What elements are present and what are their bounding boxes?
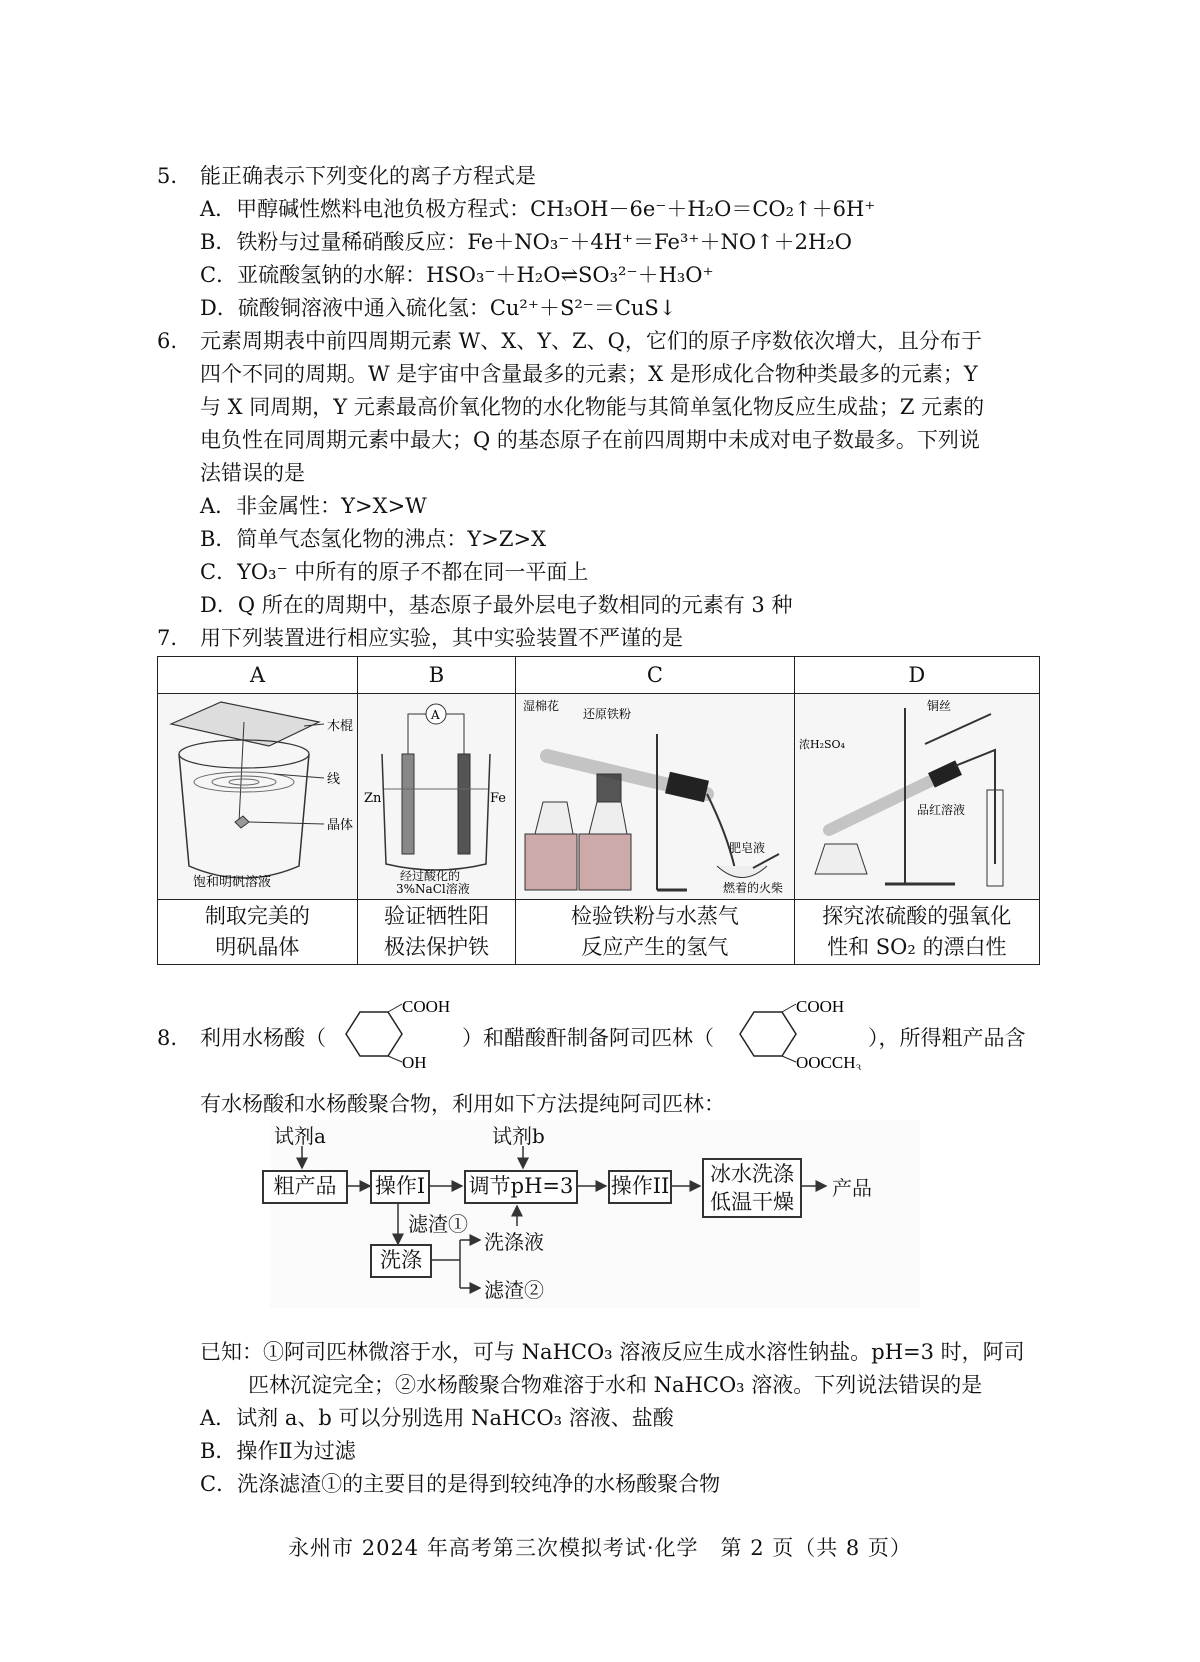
residue-2-label: 滤渣② <box>484 1278 544 1302</box>
q6-stem-line-2: 四个不同的周期。W 是宇宙中含量最多的元素；X 是形成化合物种类最多的元素；Y <box>200 362 978 386</box>
q5-option-d-text: 硫酸铜溶液中通入硫化氢：Cu²⁺＋S²⁻＝CuS↓ <box>237 296 677 320</box>
wash-box: 洗涤 <box>370 1244 432 1278</box>
q5-option-b-label: B． <box>200 230 237 254</box>
q5-option-a <box>200 195 875 223</box>
q8-known-line-2: 匹林沉淀完全；②水杨酸聚合物难溶于水和 NaHCO₃ 溶液。下列说法错误的是 <box>248 1373 983 1397</box>
salicylic-oh: OH <box>402 1053 427 1070</box>
q6-option-b: B．简单气态氢化物的沸点：Y>Z>X <box>200 527 547 551</box>
label-fe: Fe <box>490 791 507 806</box>
label-burning-match: 燃着的火柴 <box>722 881 783 894</box>
label-crystal: 晶体 <box>327 818 354 833</box>
alum-crystal-beaker-figure <box>159 694 355 894</box>
q5-option-c <box>200 261 714 289</box>
q5-option-c-label: C． <box>200 263 238 287</box>
header-b: B <box>357 657 515 694</box>
aspirin-structure <box>730 998 870 1070</box>
header-a: A <box>158 657 358 694</box>
caption-b: 验证牺牲阳 极法保护铁 <box>357 900 515 965</box>
label-thread: 线 <box>327 772 341 787</box>
aspirin-oocch3: OOCCH₃ <box>796 1053 862 1070</box>
q8-option-b: B．操作Ⅱ为过滤 <box>200 1439 356 1463</box>
adjust-ph-box: 调节pH=3 <box>464 1170 578 1204</box>
reagent-b-label: 试剂b <box>492 1124 545 1148</box>
q5-option-d <box>200 294 676 322</box>
caption-d: 探究浓硫酸的强氧化 性和 SO₂ 的漂白性 <box>794 900 1039 965</box>
crude-product-box: 粗产品 <box>262 1170 348 1204</box>
q8-stem-part-a: 利用水杨酸（ <box>200 1026 326 1050</box>
page-footer: 永州市 2024 年高考第三次模拟考试·化学 第 2 页（共 8 页） <box>288 1536 912 1560</box>
label-alum-solution: 饱和明矾溶液 <box>193 875 272 890</box>
label-wet-cotton: 湿棉花 <box>522 699 559 713</box>
apparatus-b <box>357 694 515 900</box>
operation-2-box: 操作II <box>608 1170 672 1204</box>
purification-flowchart <box>270 1120 920 1308</box>
salicylic-cooh: COOH <box>402 998 451 1016</box>
product-label: 产品 <box>832 1176 872 1200</box>
label-zn: Zn <box>364 791 382 806</box>
wash-liquid-label: 洗涤液 <box>484 1230 544 1254</box>
apparatus-d <box>794 694 1039 900</box>
q6-stem-line-4: 电负性在同周期元素中最大；Q 的基态原子在前四周期中未成对电子数最多。下列说 <box>200 428 980 452</box>
salicylic-acid-structure <box>334 998 464 1070</box>
question-7-number: 7. <box>157 626 178 650</box>
label-wooden-stick: 木棍 <box>327 719 354 734</box>
question-6-number: 6. <box>157 329 178 353</box>
label-conc-h2so4: 浓H₂SO₄ <box>799 738 846 751</box>
q6-option-a: A．非金属性：Y>X>W <box>200 494 427 518</box>
q8-line-2: 有水杨酸和水杨酸聚合物，利用如下方法提纯阿司匹林： <box>200 1092 725 1116</box>
q6-stem-line-5: 法错误的是 <box>200 461 305 485</box>
q8-option-c: C．洗涤滤渣①的主要目的是得到较纯净的水杨酸聚合物 <box>200 1472 721 1496</box>
apparatus-a <box>158 694 358 900</box>
q6-option-c: C．YO₃⁻ 中所有的原子不都在同一平面上 <box>200 560 589 584</box>
q6-stem-line-3: 与 X 同周期，Y 元素最高价氧化物的水化物能与其简单氢化物反应生成盐；Z 元素的 <box>200 395 985 419</box>
flowchart-arrows <box>270 1120 920 1308</box>
label-acidified: 经过酸化的 <box>400 869 461 883</box>
q6-stem-line-1: 元素周期表中前四周期元素 W、X、Y、Z、Q，它们的原子序数依次增大，且分布于 <box>200 329 982 353</box>
ammeter-symbol: A <box>431 708 441 722</box>
q5-option-d-label: D． <box>200 296 238 320</box>
iron-steam-reaction-figure <box>517 694 793 894</box>
question-5-stem: 能正确表示下列变化的离子方程式是 <box>200 164 536 188</box>
q5-option-a-label: A． <box>200 197 237 221</box>
q8-stem-part-c: ），所得粗产品含 <box>868 1026 1026 1050</box>
caption-a: 制取完美的 明矾晶体 <box>158 900 358 965</box>
q8-option-a: A．试剂 a、b 可以分别选用 NaHCO₃ 溶液、盐酸 <box>200 1406 674 1430</box>
label-copper-wire: 铜丝 <box>927 699 952 713</box>
label-nacl-solution: 3%NaCl溶液 <box>396 882 471 894</box>
caption-c: 检验铁粉与水蒸气 反应产生的氢气 <box>516 900 794 965</box>
label-reduced-iron: 还原铁粉 <box>582 707 631 721</box>
operation-1-box: 操作I <box>370 1170 430 1204</box>
label-soap-solution: 肥皂液 <box>728 841 765 855</box>
q7-stem: 用下列装置进行相应实验，其中实验装置不严谨的是 <box>200 626 683 650</box>
q5-option-b-text: 铁粉与过量稀硝酸反应：Fe＋NO₃⁻＋4H⁺＝Fe³⁺＋NO↑＋2H₂O <box>236 230 852 254</box>
galvanic-cell-figure <box>358 694 514 894</box>
reagent-a-label: 试剂a <box>274 1124 326 1148</box>
q8-stem-part-b: ）和醋酸酐制备阿司匹林（ <box>462 1026 714 1050</box>
label-magenta-solution: 品红溶液 <box>917 803 966 817</box>
copper-sulfuric-acid-figure <box>795 694 1038 894</box>
q6-option-d: D．Q 所在的周期中，基态原子最外层电子数相同的元素有 3 种 <box>200 593 793 617</box>
experiment-table <box>157 656 1040 965</box>
wash-dry-box: 冰水洗涤 低温干燥 <box>702 1158 802 1218</box>
aspirin-cooh: COOH <box>796 998 845 1016</box>
q8-known-line-1: 已知：①阿司匹林微溶于水，可与 NaHCO₃ 溶液反应生成水溶性钠盐。pH=3 时，阿司 <box>200 1340 1025 1364</box>
q5-option-a-text: 甲醇碱性燃料电池负极方程式：CH₃OH－6e⁻＋H₂O＝CO₂↑＋6H⁺ <box>236 197 876 221</box>
question-8-number: 8. <box>157 1026 178 1050</box>
q5-option-c-text: 亚硫酸氢钠的水解：HSO₃⁻＋H₂O⇌SO₃²⁻＋H₃O⁺ <box>237 263 714 287</box>
apparatus-c <box>516 694 794 900</box>
header-d: D <box>794 657 1039 694</box>
residue-1-label: 滤渣① <box>408 1212 468 1236</box>
header-c: C <box>516 657 794 694</box>
question-5-number: 5. <box>157 164 178 188</box>
q5-option-b <box>200 228 852 256</box>
